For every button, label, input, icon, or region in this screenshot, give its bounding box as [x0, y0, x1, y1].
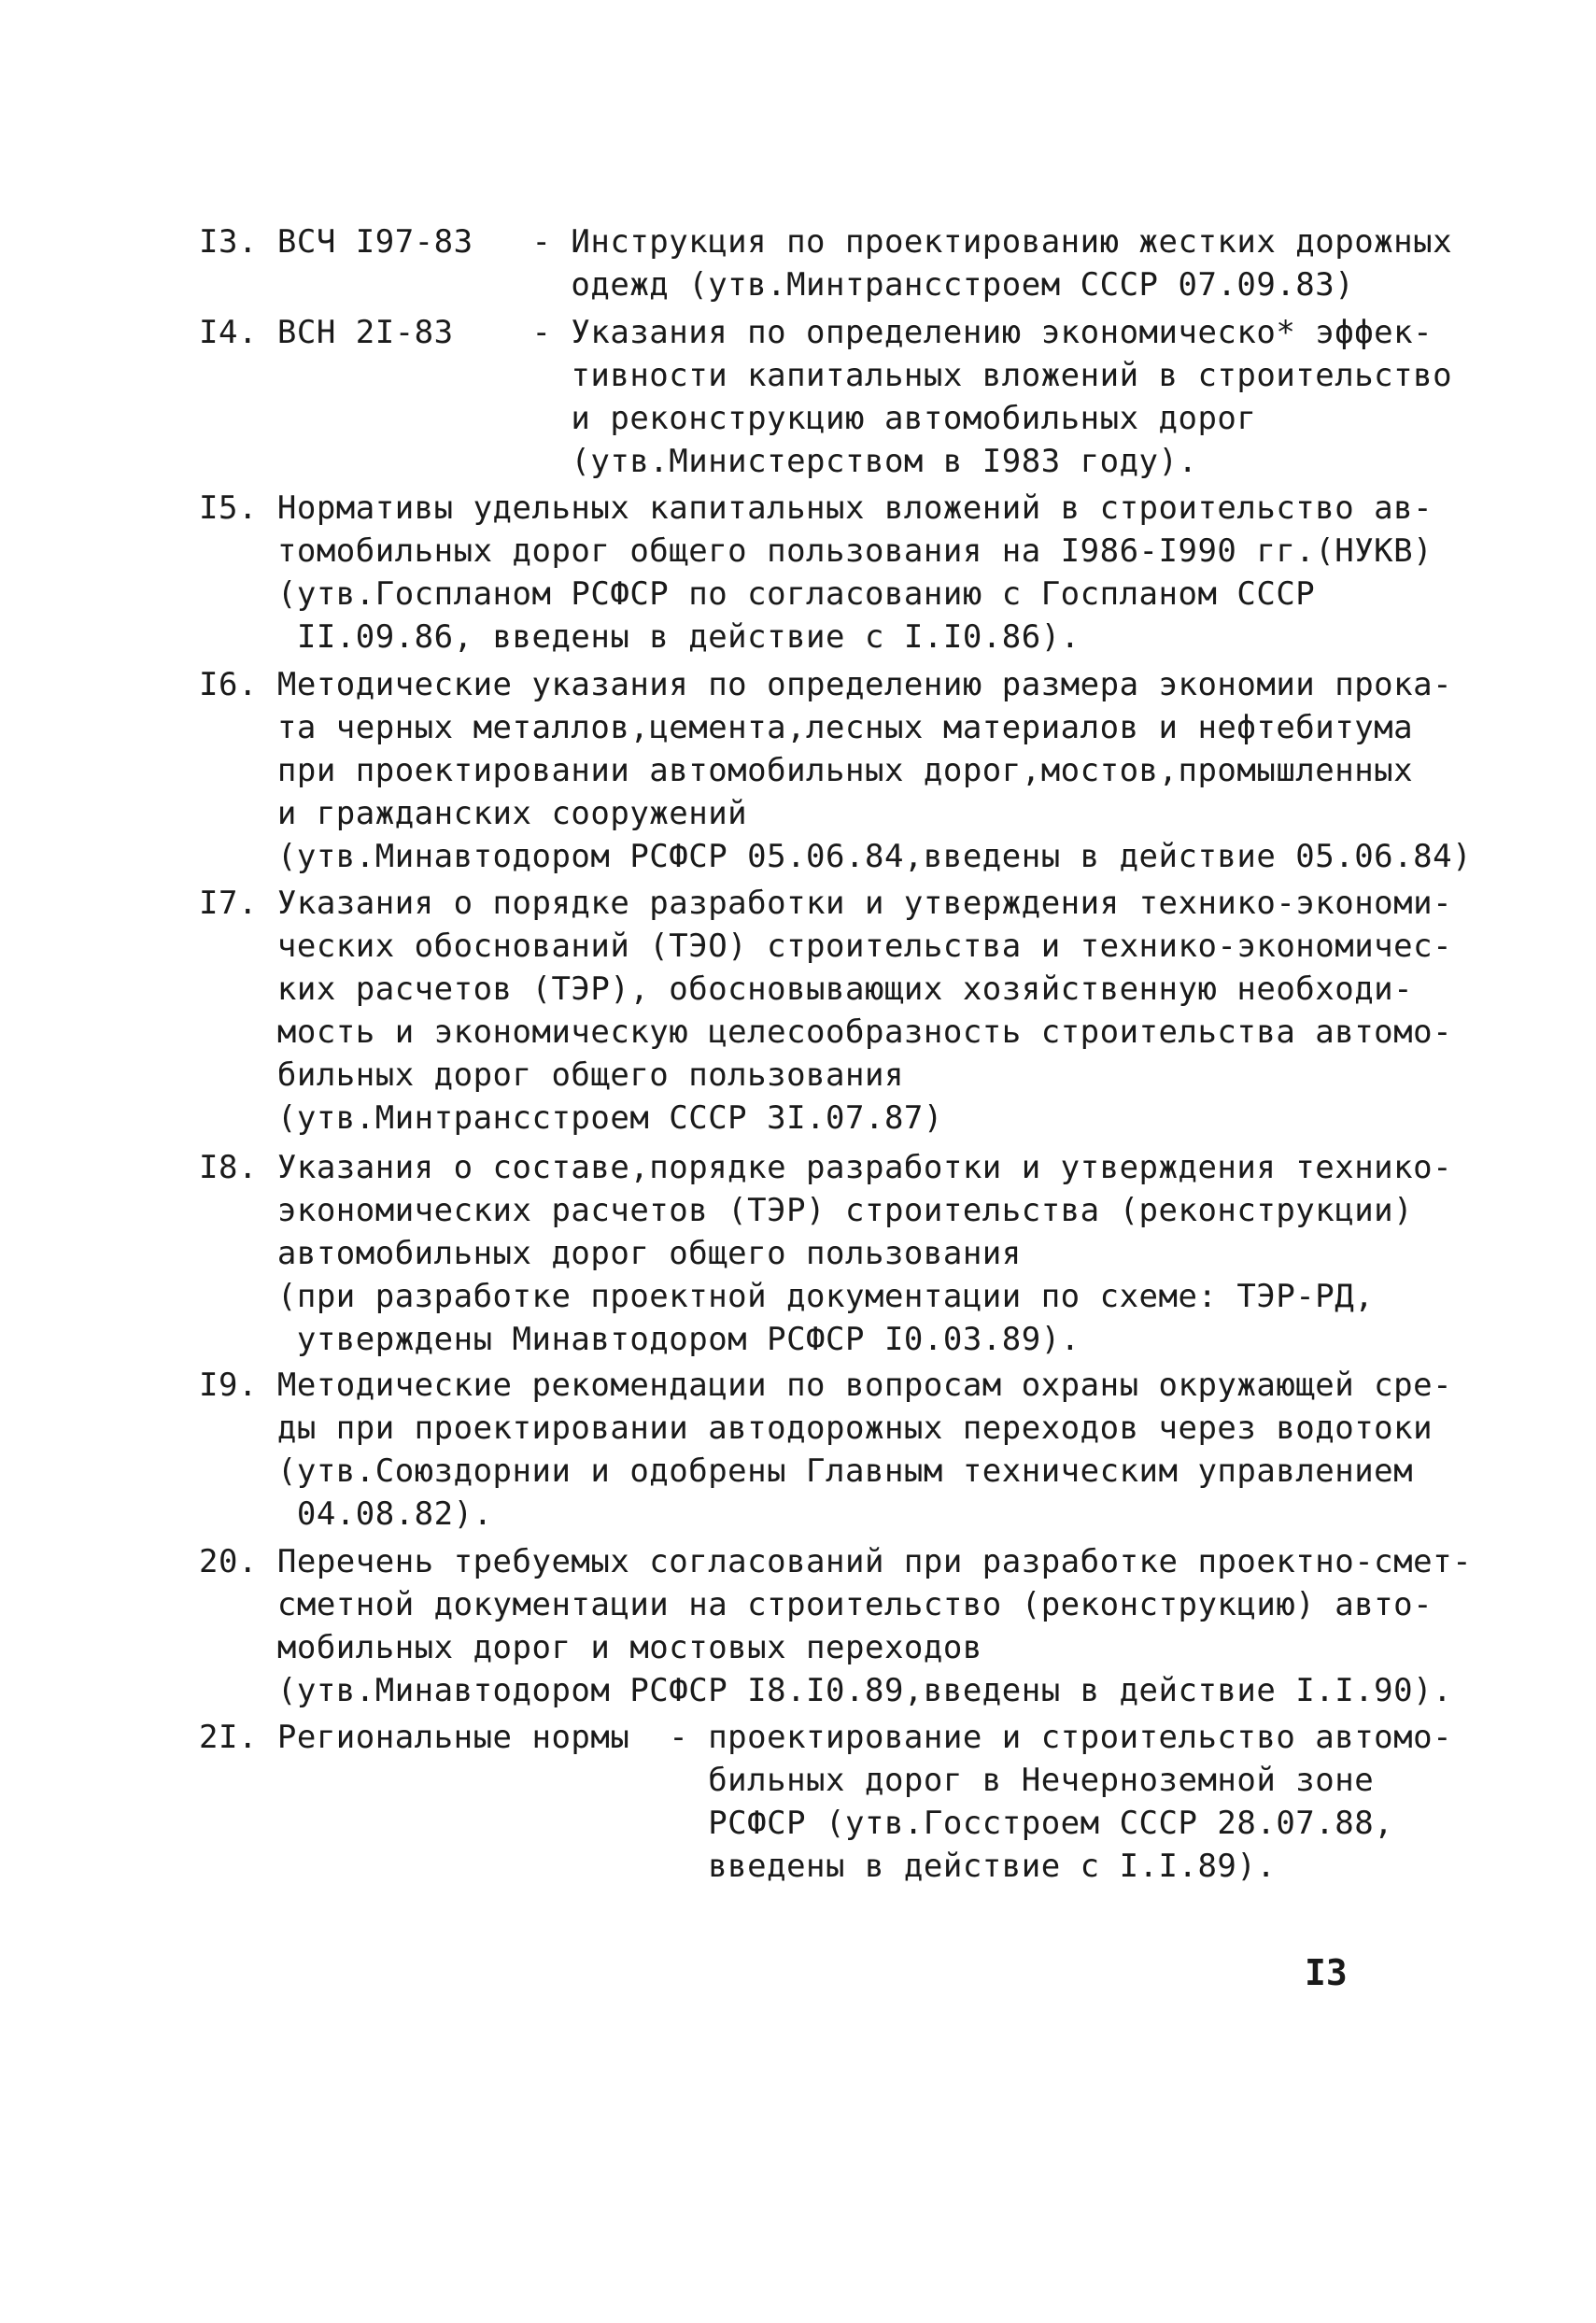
- item-19-line-3: (утв.Союздорнии и одобрены Главным техническим управлением: [199, 1452, 1414, 1490]
- item-16-line-3: при проектировании автомобильных дорог,мостов,промышленных: [199, 752, 1414, 789]
- item-21-line-3: РСФСР (утв.Госстроем СССР 28.07.88,: [199, 1805, 1394, 1842]
- page-number: I3: [1305, 1952, 1348, 1993]
- item-20-line-2: сметной документации на строительство (реконструкцию) авто-: [199, 1586, 1434, 1623]
- item-18-line-5: утверждены Минавтодором РСФСР I0.03.89).: [199, 1321, 1080, 1358]
- item-16-line-1: I6. Методические указания по определению размера экономии прока-: [199, 666, 1453, 703]
- item-17-line-2: ческих обоснований (ТЭО) строительства и технико-экономичес-: [199, 928, 1453, 965]
- item-15-line-3: (утв.Госпланом РСФСР по согласованию с Госпланом СССР: [199, 575, 1316, 613]
- item-14-line-1: I4. ВСН 2I-83 - Указания по определению экономическо* эффек-: [199, 314, 1434, 351]
- item-18-line-4: (при разработке проектной документации по схеме: ТЭР-РД,: [199, 1278, 1375, 1315]
- item-17-line-6: (утв.Минтрансстроем СССР 3I.07.87): [199, 1099, 943, 1137]
- item-21-line-4: введены в действие с I.I.89).: [199, 1848, 1277, 1885]
- item-16-line-2: та черных металлов,цемента,лесных материалов и нефтебитума: [199, 709, 1414, 746]
- item-17-line-4: мость и экономическую целесообразность строительства автомо-: [199, 1013, 1453, 1051]
- item-18-line-1: I8. Указания о составе,порядке разработки и утверждения технико-: [199, 1149, 1453, 1186]
- item-14-line-2: тивности капитальных вложений в строительство: [199, 357, 1453, 394]
- item-20-line-1: 20. Перечень требуемых согласований при разработке проектно-смет-: [199, 1543, 1473, 1580]
- item-21-line-2: бильных дорог в Нечерноземной зоне: [199, 1762, 1375, 1799]
- item-19-line-4: 04.08.82).: [199, 1495, 493, 1533]
- item-19-line-2: ды при проектировании автодорожных переходов через водотоки: [199, 1409, 1434, 1447]
- item-16-line-4: и гражданских сооружений: [199, 795, 748, 832]
- item-13-line-1: I3. ВСЧ I97-83 - Инструкция по проектированию жестких дорожных: [199, 223, 1453, 261]
- item-20-line-3: мобильных дорог и мостовых переходов: [199, 1629, 982, 1666]
- item-19-line-1: I9. Методические рекомендации по вопросам охраны окружающей сре-: [199, 1367, 1453, 1404]
- item-16-line-5: (утв.Минавтодором РСФСР 05.06.84,введены в действие 05.06.84): [199, 838, 1473, 875]
- item-17-line-5: бильных дорог общего пользования: [199, 1056, 904, 1094]
- item-20-line-4: (утв.Минавтодором РСФСР I8.I0.89,введены в действие I.I.90).: [199, 1672, 1453, 1709]
- item-14-line-3: и реконструкцию автомобильных дорог: [199, 400, 1257, 437]
- item-21-line-1: 2I. Региональные нормы - проектирование и строительство автомо-: [199, 1719, 1453, 1756]
- item-18-line-3: автомобильных дорог общего пользования: [199, 1235, 1022, 1272]
- item-13-line-2: одежд (утв.Минтрансстроем СССР 07.09.83): [199, 266, 1355, 304]
- item-15-line-2: томобильных дорог общего пользования на I986-I990 гг.(НУКВ): [199, 532, 1434, 570]
- item-18-line-2: экономических расчетов (ТЭР) строительства (реконструкции): [199, 1192, 1414, 1229]
- item-17-line-3: ких расчетов (ТЭР), обосновывающих хозяйственную необходи-: [199, 970, 1414, 1008]
- item-15-line-4: II.09.86, введены в действие с I.I0.86).: [199, 618, 1080, 656]
- item-15-line-1: I5. Нормативы удельных капитальных вложений в строительство ав-: [199, 489, 1434, 527]
- item-14-line-4: (утв.Министерством в I983 году).: [199, 443, 1198, 480]
- item-17-line-1: I7. Указания о порядке разработки и утверждения технико-экономи-: [199, 885, 1453, 922]
